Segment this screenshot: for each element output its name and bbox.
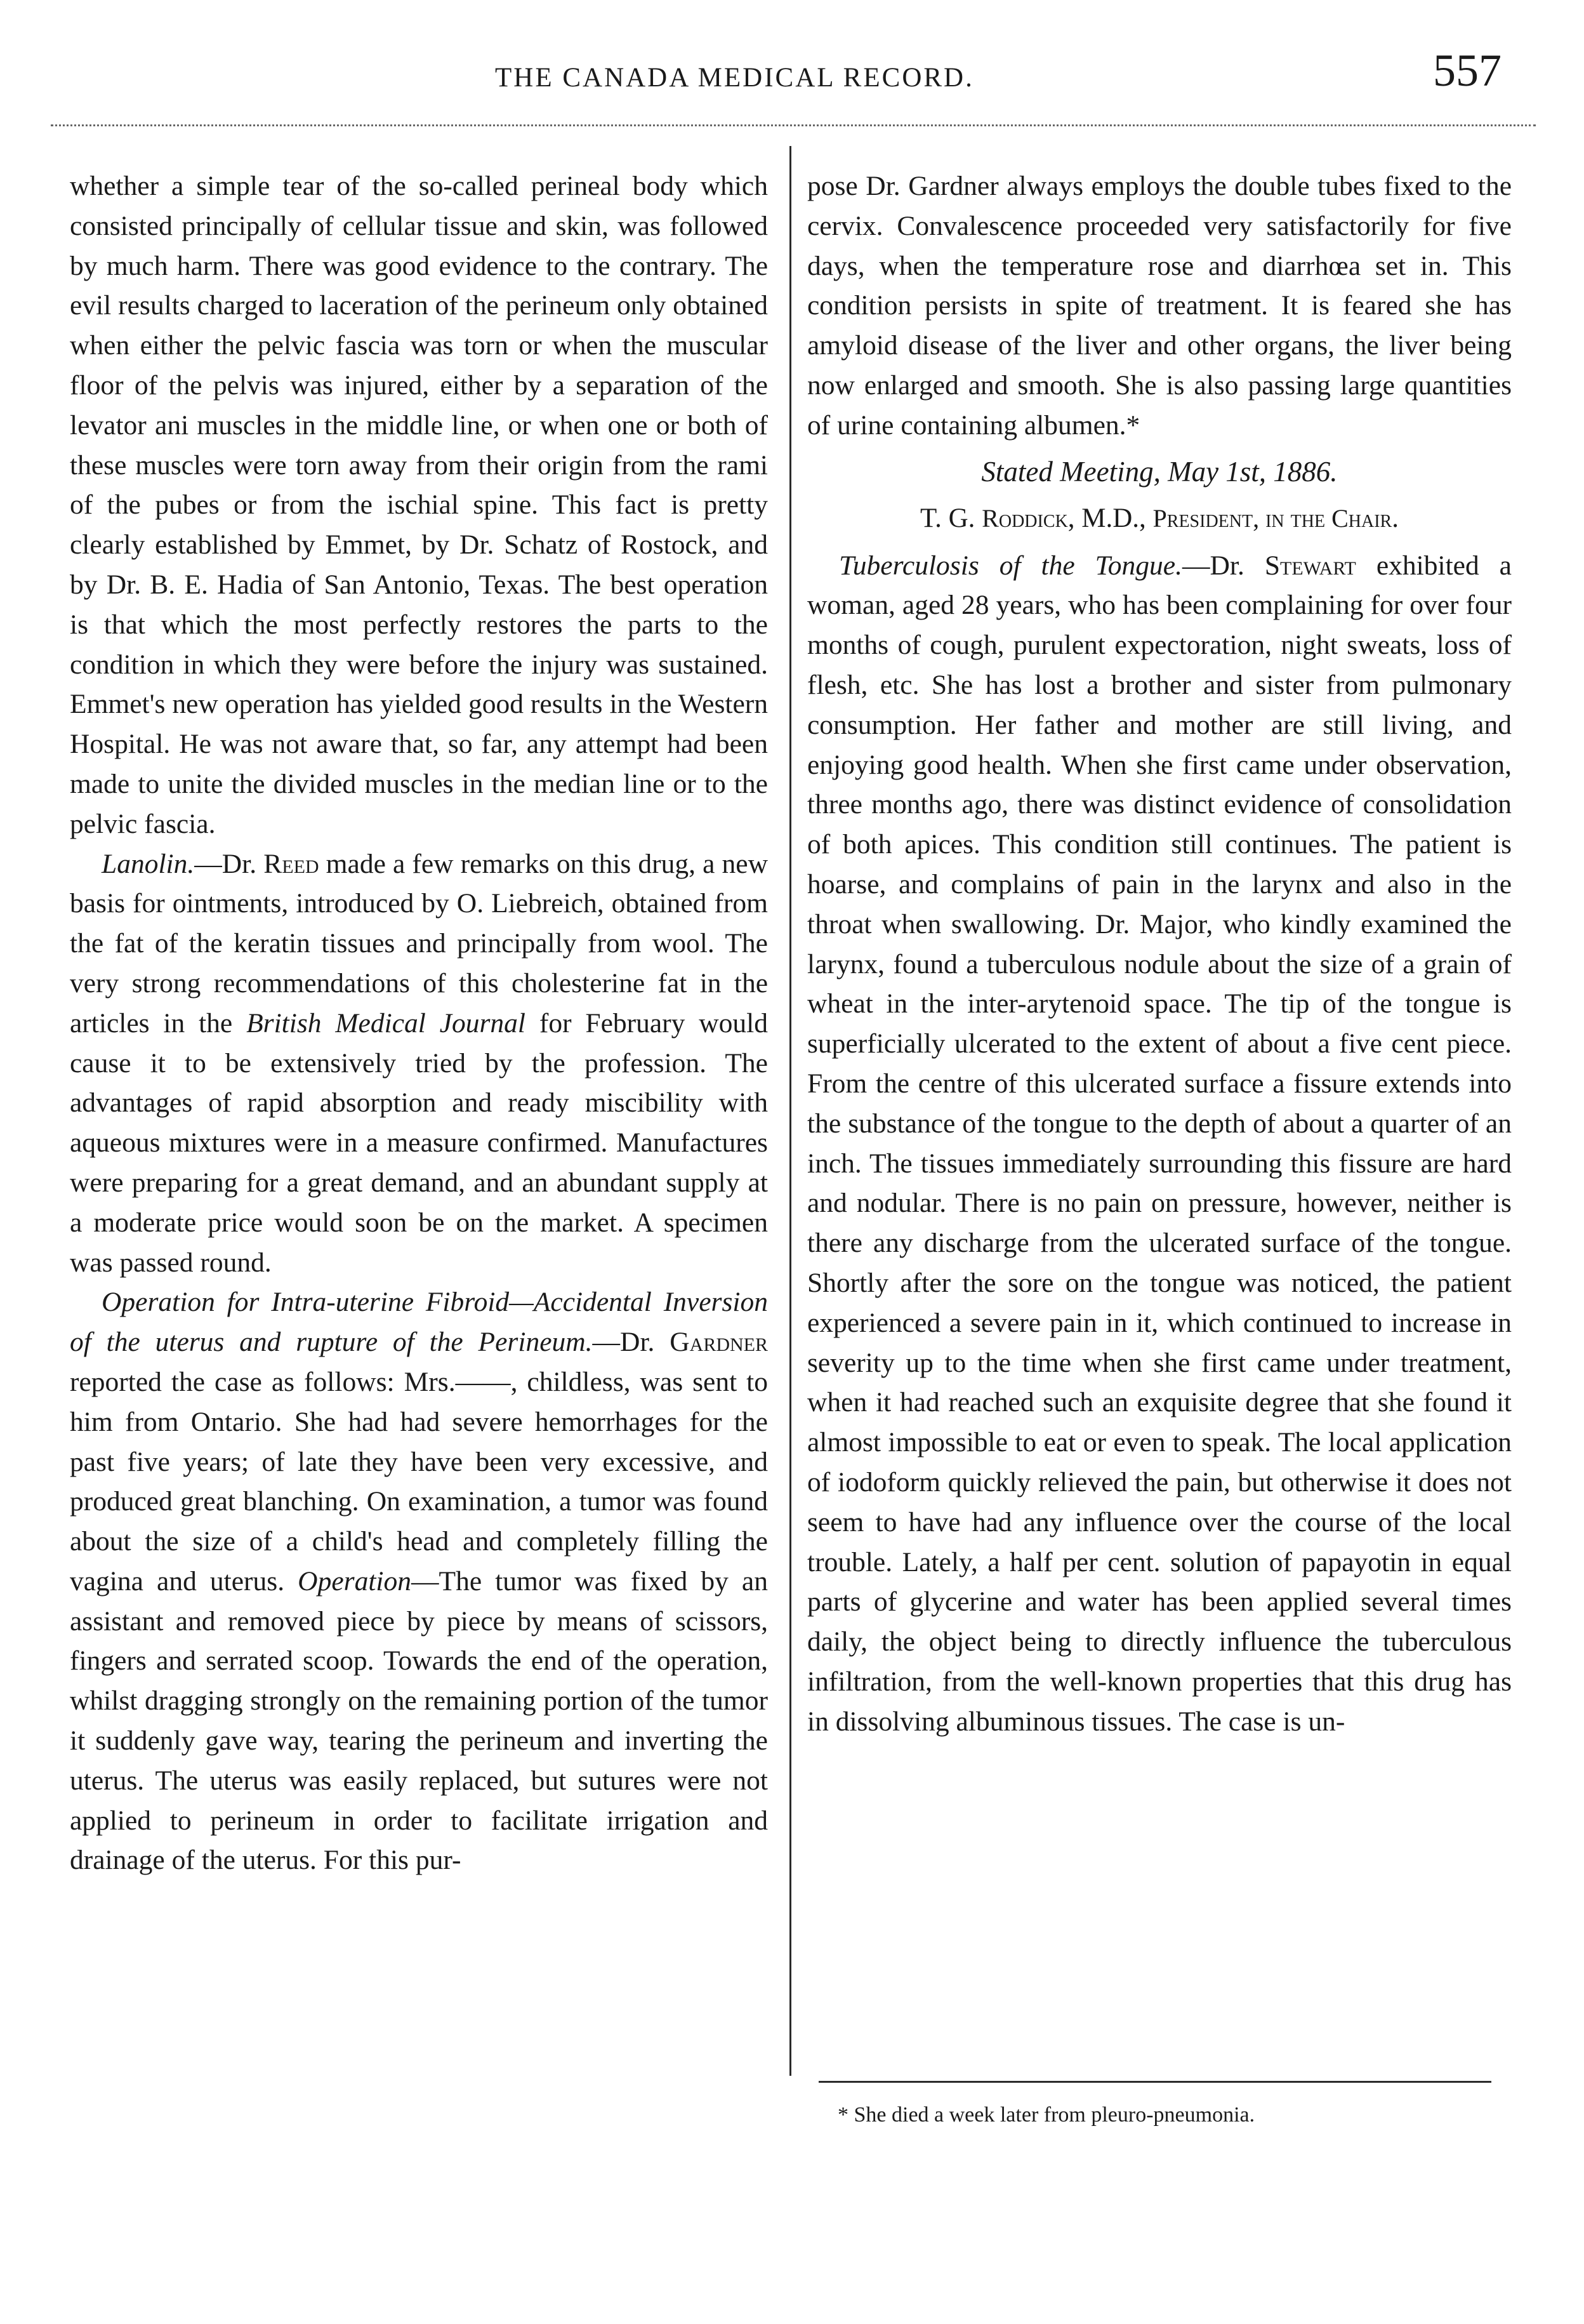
column-divider	[789, 146, 791, 2076]
operation-label: Operation	[298, 1565, 411, 1597]
speaker-gardner: Gardner	[670, 1327, 769, 1358]
page-number: 557	[1433, 45, 1502, 96]
meeting-heading: Stated Meeting, May 1st, 1886.	[981, 455, 1338, 488]
footnote-rule	[819, 2081, 1491, 2083]
left-column	[70, 166, 768, 1880]
page-header	[0, 44, 1584, 114]
left-paragraph-lanolin: Lanolin.—Dr. Reed made a few remarks on this drug, a new basis for ointments, introduced by O. Liebreich, obtained from the fat of the keratin tissues and principally from wool. The very strong recommendations of this cholesterine fat in the articles in the British Medical Journal for February would cause it to be extensively tried by the profession. The advantages of rapid absorption and ready miscibility with aqueous mixtures were in a measure confirmed. Manufactures were preparing for a great demand, and an abundant supply at a moderate price would soon be on the market. A specimen was passed round.	[70, 848, 769, 1278]
left-paragraph-fibroid: Operation for Intra-uterine Fibroid—Accidental Inversion of the uterus and rupture of the Perineum.—Dr. Gardner reported the case as follows: Mrs.——, childless, was sent to him from Ontario. She had had severe hemorrhages for the past five years; of late they have been very excessive, and produced great blanching. On examination, a tumor was found about the size of a child's head and completely filling the vagina and uterus. Operation—The tumor was fixed by an assistant and removed piece by piece by means of scissors, fingers and serrated scoop. Towards the end of the operation, whilst dragging strongly on the remaining portion of the tumor it suddenly gave way, tearing the perineum and inverting the uterus. The uterus was easily replaced, but sutures were not applied to perineum in order to facilitate irrigation and drainage of the uterus. For this pur-	[70, 1287, 769, 1876]
lanolin-title: Lanolin.	[102, 848, 195, 879]
journal-title: British Medical Journal	[246, 1007, 525, 1039]
running-head: THE CANADA MEDICAL RECORD.	[495, 63, 974, 93]
right-paragraph-continuation: pose Dr. Gardner always employs the double tubes fixed to the cervix. Convalescence proceeded very satisfactorily for five days, when the temperature rose and diarrhœa set in. This condition persists in spite of treatment. It is feared she has amyloid disease of the liver and other organs, the liver being now enlarged and smooth. She is also passing large quantities of urine containing albumen.*	[807, 171, 1512, 441]
speaker-reed: Reed	[263, 848, 319, 879]
right-column	[807, 166, 1512, 1741]
fibroid-title: Operation for Intra-uterine Fibroid—Accidental Inversion of the uterus and rupture of the Perineum.	[70, 1287, 768, 1358]
right-paragraph-tuberculosis: Tuberculosis of the Tongue.—Dr. Stewart exhibited a woman, aged 28 years, who has been complaining for over four months of cough, purulent expectoration, night sweats, loss of flesh, etc. She has lost a brother and sister from pulmonary consumption. Her father and mother are still living, and enjoying good health. When she first came under observation, three months ago, there was distinct evidence of consolidation of both apices. This condition still continues. The patient is hoarse, and complains of pain in the larynx and also in the throat when swallowing. Dr. Major, who kindly examined the larynx, found a tuberculous nodule about the size of a grain of wheat in the inter-arytenoid space. The tip of the tongue is superficially ulcerated to the extent of about a five cent piece. From the centre of this ulcerated surface a fissure extends into the substance of the tongue to the depth of about a quarter of an inch. The tissues immediately surrounding this fissure are hard and nodular. There is no pain on pressure, however, neither is there any discharge from the ulcerated surface of the tongue. Shortly after the sore on the tongue was noticed, the patient experienced a severe pain in it, which continued to increase in severity up to the time when she first came under treatment, when it had reached such an exquisite degree that she found it almost impossible to eat or even to speak. The local application of iodoform quickly relieved the pain, but otherwise it does not seem to have had any influence over the course of the local trouble. Lately, a half per cent. solution of papayotin in equal parts of glycerine and water has been applied several times daily, the object being to directly influence the tuberculous infiltration, from the well-known properties that this drug has in dissolving albuminous tissues. The case is un-	[807, 550, 1512, 1737]
tuberculosis-title: Tuberculosis of the Tongue.	[839, 550, 1182, 581]
chair-line: T. G. Roddick, M.D., President, in the Chair.	[920, 503, 1399, 533]
left-paragraph-perineum: whether a simple tear of the so-called perineal body which consisted principally of cellular tissue and skin, was followed by much harm. There was good evidence to the contrary. The evil results charged to laceration of the perineum only obtained when either the pelvic fascia was torn or when the muscular floor of the pelvis was injured, either by a separation of the levator ani muscles in the middle line, or when one or both of these muscles were torn away from their origin from the rami of the pubes or from the ischial spine. This fact is pretty clearly established by Emmet, by Dr. Schatz of Rostock, and by Dr. B. E. Hadia of San Antonio, Texas. The best operation is that which the most perfectly restores the parts to the condition in which they were before the injury was sustained. Emmet's new operation has yielded good results in the Western Hospital. He was not aware that, so far, any attempt had been made to unite the divided muscles in the median line or to the pelvic fascia.	[70, 171, 768, 839]
header-rule	[51, 124, 1536, 126]
footnote: * She died a week later from pleuro-pneumonia.	[838, 2103, 1255, 2127]
speaker-stewart: Stewart	[1264, 550, 1356, 581]
